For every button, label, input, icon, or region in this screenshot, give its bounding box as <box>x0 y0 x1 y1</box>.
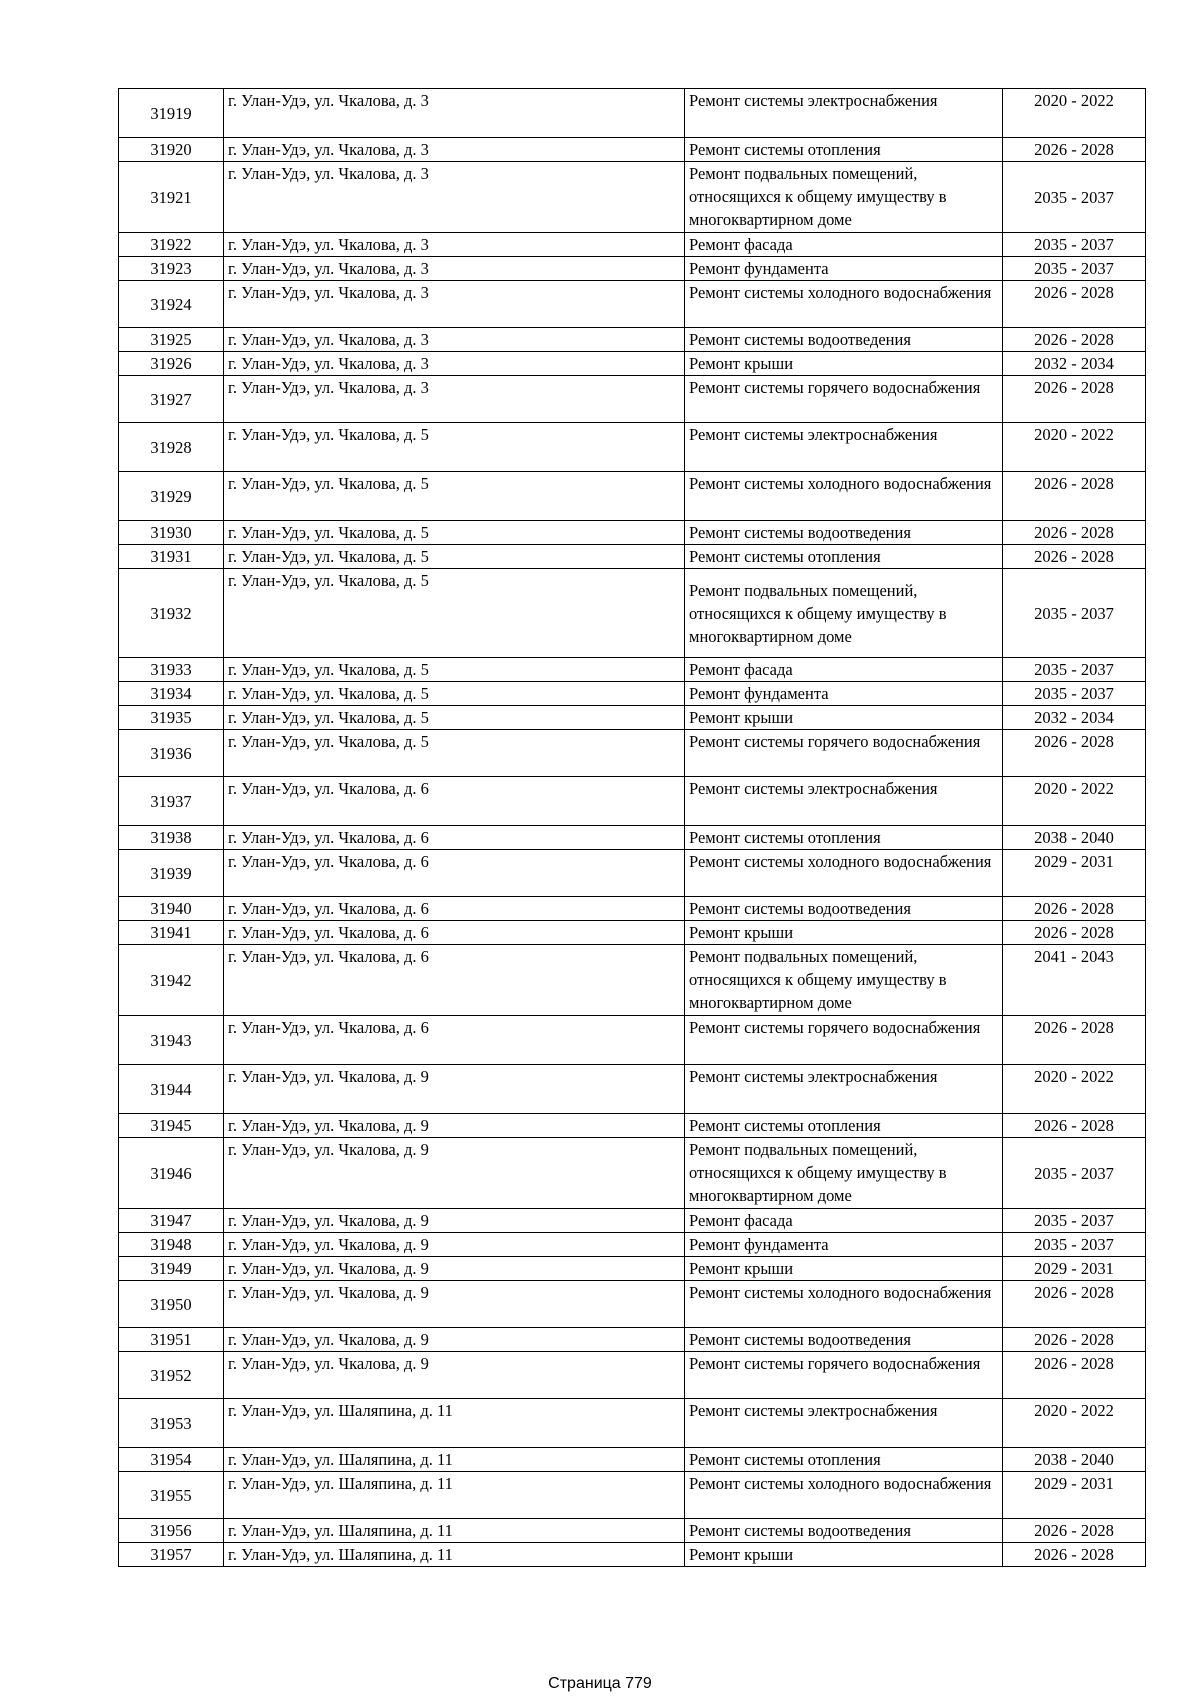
table-row <box>119 682 1146 706</box>
row-number-cell: 31930 <box>119 521 224 545</box>
row-number-cell: 31922 <box>119 233 224 257</box>
work-type-cell: Ремонт подвальных помещений, относящихся к общему имуществу в многоквартирном доме <box>685 1138 1003 1209</box>
address-cell: г. Улан-Удэ, ул. Шаляпина, д. 11 <box>224 1519 685 1543</box>
row-number-cell: 31939 <box>119 850 224 897</box>
row-number-cell: 31933 <box>119 658 224 682</box>
row-number-cell: 31932 <box>119 569 224 658</box>
address-cell: г. Улан-Удэ, ул. Чкалова, д. 5 <box>224 569 685 658</box>
period-cell: 2035 - 2037 <box>1003 162 1146 233</box>
table-row <box>119 1114 1146 1138</box>
row-number-cell: 31919 <box>119 89 224 138</box>
period-cell: 2020 - 2022 <box>1003 1065 1146 1114</box>
period-cell: 2026 - 2028 <box>1003 376 1146 423</box>
period-cell: 2020 - 2022 <box>1003 89 1146 138</box>
address-cell: г. Улан-Удэ, ул. Чкалова, д. 9 <box>224 1209 685 1233</box>
table-row <box>119 545 1146 569</box>
table-row <box>119 921 1146 945</box>
address-cell: г. Улан-Удэ, ул. Чкалова, д. 5 <box>224 730 685 777</box>
table-row <box>119 706 1146 730</box>
period-cell: 2041 - 2043 <box>1003 945 1146 1016</box>
table-row <box>119 1399 1146 1448</box>
period-cell: 2026 - 2028 <box>1003 328 1146 352</box>
table-row <box>119 658 1146 682</box>
table-row <box>119 162 1146 233</box>
address-cell: г. Улан-Удэ, ул. Чкалова, д. 6 <box>224 826 685 850</box>
row-number-cell: 31941 <box>119 921 224 945</box>
address-cell: г. Улан-Удэ, ул. Чкалова, д. 5 <box>224 706 685 730</box>
table-row <box>119 352 1146 376</box>
work-type-cell: Ремонт системы горячего водоснабжения <box>685 376 1003 423</box>
row-number-cell: 31927 <box>119 376 224 423</box>
work-type-cell: Ремонт системы отопления <box>685 138 1003 162</box>
row-number-cell: 31925 <box>119 328 224 352</box>
work-type-cell: Ремонт системы горячего водоснабжения <box>685 1016 1003 1065</box>
period-cell: 2026 - 2028 <box>1003 1328 1146 1352</box>
period-cell: 2038 - 2040 <box>1003 826 1146 850</box>
table-row <box>119 1065 1146 1114</box>
table-row <box>119 328 1146 352</box>
address-cell: г. Улан-Удэ, ул. Чкалова, д. 5 <box>224 545 685 569</box>
period-cell: 2035 - 2037 <box>1003 1233 1146 1257</box>
work-type-cell: Ремонт системы водоотведения <box>685 521 1003 545</box>
row-number-cell: 31926 <box>119 352 224 376</box>
address-cell: г. Улан-Удэ, ул. Шаляпина, д. 11 <box>224 1543 685 1567</box>
table-row <box>119 850 1146 897</box>
row-number-cell: 31943 <box>119 1016 224 1065</box>
address-cell: г. Улан-Удэ, ул. Шаляпина, д. 11 <box>224 1472 685 1519</box>
period-cell: 2035 - 2037 <box>1003 1209 1146 1233</box>
row-number-cell: 31920 <box>119 138 224 162</box>
work-type-cell: Ремонт крыши <box>685 706 1003 730</box>
address-cell: г. Улан-Удэ, ул. Чкалова, д. 5 <box>224 423 685 472</box>
row-number-cell: 31949 <box>119 1257 224 1281</box>
period-cell: 2026 - 2028 <box>1003 1281 1146 1328</box>
table-row <box>119 138 1146 162</box>
row-number-cell: 31934 <box>119 682 224 706</box>
row-number-cell: 31947 <box>119 1209 224 1233</box>
work-type-cell: Ремонт фундамента <box>685 257 1003 281</box>
work-type-cell: Ремонт системы холодного водоснабжения <box>685 472 1003 521</box>
period-cell: 2035 - 2037 <box>1003 569 1146 658</box>
period-cell: 2029 - 2031 <box>1003 850 1146 897</box>
work-type-cell: Ремонт системы электроснабжения <box>685 1399 1003 1448</box>
work-type-cell: Ремонт крыши <box>685 1257 1003 1281</box>
work-type-cell: Ремонт системы отопления <box>685 1114 1003 1138</box>
address-cell: г. Улан-Удэ, ул. Чкалова, д. 9 <box>224 1065 685 1114</box>
work-type-cell: Ремонт крыши <box>685 921 1003 945</box>
work-type-cell: Ремонт системы отопления <box>685 1448 1003 1472</box>
table-row <box>119 1209 1146 1233</box>
row-number-cell: 31923 <box>119 257 224 281</box>
address-cell: г. Улан-Удэ, ул. Чкалова, д. 6 <box>224 777 685 826</box>
work-type-cell: Ремонт системы водоотведения <box>685 897 1003 921</box>
work-type-cell: Ремонт системы электроснабжения <box>685 423 1003 472</box>
address-cell: г. Улан-Удэ, ул. Чкалова, д. 3 <box>224 233 685 257</box>
row-number-cell: 31944 <box>119 1065 224 1114</box>
table-row <box>119 826 1146 850</box>
table-body <box>119 89 1146 1567</box>
address-cell: г. Улан-Удэ, ул. Чкалова, д. 9 <box>224 1233 685 1257</box>
address-cell: г. Улан-Удэ, ул. Чкалова, д. 5 <box>224 658 685 682</box>
table-row <box>119 1519 1146 1543</box>
row-number-cell: 31950 <box>119 1281 224 1328</box>
period-cell: 2035 - 2037 <box>1003 257 1146 281</box>
address-cell: г. Улан-Удэ, ул. Чкалова, д. 5 <box>224 521 685 545</box>
table-row <box>119 569 1146 658</box>
row-number-cell: 31929 <box>119 472 224 521</box>
work-type-cell: Ремонт фасада <box>685 233 1003 257</box>
row-number-cell: 31940 <box>119 897 224 921</box>
work-type-cell: Ремонт подвальных помещений, относящихся к общему имуществу в многоквартирном доме <box>685 162 1003 233</box>
work-type-cell: Ремонт системы отопления <box>685 826 1003 850</box>
period-cell: 2020 - 2022 <box>1003 423 1146 472</box>
address-cell: г. Улан-Удэ, ул. Чкалова, д. 9 <box>224 1328 685 1352</box>
row-number-cell: 31954 <box>119 1448 224 1472</box>
work-type-cell: Ремонт системы горячего водоснабжения <box>685 1352 1003 1399</box>
row-number-cell: 31956 <box>119 1519 224 1543</box>
period-cell: 2026 - 2028 <box>1003 921 1146 945</box>
period-cell: 2035 - 2037 <box>1003 1138 1146 1209</box>
work-type-cell: Ремонт фасада <box>685 1209 1003 1233</box>
period-cell: 2038 - 2040 <box>1003 1448 1146 1472</box>
row-number-cell: 31921 <box>119 162 224 233</box>
table-row <box>119 472 1146 521</box>
row-number-cell: 31936 <box>119 730 224 777</box>
work-type-cell: Ремонт крыши <box>685 352 1003 376</box>
period-cell: 2035 - 2037 <box>1003 682 1146 706</box>
table-row <box>119 897 1146 921</box>
address-cell: г. Улан-Удэ, ул. Чкалова, д. 6 <box>224 921 685 945</box>
work-type-cell: Ремонт системы горячего водоснабжения <box>685 730 1003 777</box>
table-row <box>119 89 1146 138</box>
row-number-cell: 31946 <box>119 1138 224 1209</box>
work-type-cell: Ремонт системы холодного водоснабжения <box>685 281 1003 328</box>
period-cell: 2026 - 2028 <box>1003 897 1146 921</box>
table-row <box>119 281 1146 328</box>
row-number-cell: 31942 <box>119 945 224 1016</box>
table-row <box>119 423 1146 472</box>
table-row <box>119 1543 1146 1567</box>
address-cell: г. Улан-Удэ, ул. Чкалова, д. 3 <box>224 89 685 138</box>
work-type-cell: Ремонт системы электроснабжения <box>685 1065 1003 1114</box>
period-cell: 2026 - 2028 <box>1003 545 1146 569</box>
period-cell: 2026 - 2028 <box>1003 281 1146 328</box>
period-cell: 2026 - 2028 <box>1003 1352 1146 1399</box>
period-cell: 2020 - 2022 <box>1003 777 1146 826</box>
period-cell: 2029 - 2031 <box>1003 1257 1146 1281</box>
address-cell: г. Улан-Удэ, ул. Чкалова, д. 3 <box>224 281 685 328</box>
row-number-cell: 31955 <box>119 1472 224 1519</box>
work-type-cell: Ремонт системы холодного водоснабжения <box>685 850 1003 897</box>
work-type-cell: Ремонт крыши <box>685 1543 1003 1567</box>
table-row <box>119 233 1146 257</box>
table-row <box>119 1281 1146 1328</box>
row-number-cell: 31935 <box>119 706 224 730</box>
period-cell: 2035 - 2037 <box>1003 658 1146 682</box>
table-row <box>119 1233 1146 1257</box>
address-cell: г. Улан-Удэ, ул. Чкалова, д. 3 <box>224 162 685 233</box>
address-cell: г. Улан-Удэ, ул. Чкалова, д. 9 <box>224 1257 685 1281</box>
address-cell: г. Улан-Удэ, ул. Чкалова, д. 3 <box>224 352 685 376</box>
row-number-cell: 31951 <box>119 1328 224 1352</box>
table-row <box>119 945 1146 1016</box>
table-row <box>119 376 1146 423</box>
address-cell: г. Улан-Удэ, ул. Чкалова, д. 3 <box>224 257 685 281</box>
address-cell: г. Улан-Удэ, ул. Чкалова, д. 5 <box>224 682 685 706</box>
table-row <box>119 1472 1146 1519</box>
work-type-cell: Ремонт системы электроснабжения <box>685 89 1003 138</box>
address-cell: г. Улан-Удэ, ул. Чкалова, д. 3 <box>224 328 685 352</box>
row-number-cell: 31953 <box>119 1399 224 1448</box>
address-cell: г. Улан-Удэ, ул. Шаляпина, д. 11 <box>224 1448 685 1472</box>
address-cell: г. Улан-Удэ, ул. Чкалова, д. 6 <box>224 945 685 1016</box>
address-cell: г. Улан-Удэ, ул. Чкалова, д. 6 <box>224 850 685 897</box>
period-cell: 2026 - 2028 <box>1003 1519 1146 1543</box>
row-number-cell: 31928 <box>119 423 224 472</box>
work-type-cell: Ремонт системы водоотведения <box>685 328 1003 352</box>
work-type-cell: Ремонт фасада <box>685 658 1003 682</box>
row-number-cell: 31952 <box>119 1352 224 1399</box>
period-cell: 2026 - 2028 <box>1003 521 1146 545</box>
row-number-cell: 31938 <box>119 826 224 850</box>
table-row <box>119 1138 1146 1209</box>
work-type-cell: Ремонт фундамента <box>685 682 1003 706</box>
period-cell: 2026 - 2028 <box>1003 138 1146 162</box>
period-cell: 2026 - 2028 <box>1003 1543 1146 1567</box>
address-cell: г. Улан-Удэ, ул. Чкалова, д. 9 <box>224 1352 685 1399</box>
table-row <box>119 1352 1146 1399</box>
period-cell: 2026 - 2028 <box>1003 730 1146 777</box>
period-cell: 2026 - 2028 <box>1003 472 1146 521</box>
work-type-cell: Ремонт системы водоотведения <box>685 1519 1003 1543</box>
address-cell: г. Улан-Удэ, ул. Чкалова, д. 3 <box>224 376 685 423</box>
row-number-cell: 31948 <box>119 1233 224 1257</box>
work-type-cell: Ремонт системы холодного водоснабжения <box>685 1472 1003 1519</box>
work-type-cell: Ремонт фундамента <box>685 1233 1003 1257</box>
address-cell: г. Улан-Удэ, ул. Чкалова, д. 9 <box>224 1138 685 1209</box>
table-row <box>119 730 1146 777</box>
work-type-cell: Ремонт системы водоотведения <box>685 1328 1003 1352</box>
page-number: Страница 779 <box>548 1675 652 1692</box>
table-row <box>119 1016 1146 1065</box>
address-cell: г. Улан-Удэ, ул. Чкалова, д. 6 <box>224 897 685 921</box>
table-row <box>119 777 1146 826</box>
work-type-cell: Ремонт системы отопления <box>685 545 1003 569</box>
table-row <box>119 521 1146 545</box>
row-number-cell: 31957 <box>119 1543 224 1567</box>
table-row <box>119 257 1146 281</box>
work-type-cell: Ремонт подвальных помещений, относящихся к общему имуществу в многоквартирном доме <box>685 569 1003 658</box>
address-cell: г. Улан-Удэ, ул. Чкалова, д. 9 <box>224 1114 685 1138</box>
row-number-cell: 31931 <box>119 545 224 569</box>
period-cell: 2026 - 2028 <box>1003 1114 1146 1138</box>
repair-schedule-table <box>118 88 1146 1567</box>
period-cell: 2029 - 2031 <box>1003 1472 1146 1519</box>
work-type-cell: Ремонт подвальных помещений, относящихся к общему имуществу в многоквартирном доме <box>685 945 1003 1016</box>
period-cell: 2026 - 2028 <box>1003 1016 1146 1065</box>
table-row <box>119 1257 1146 1281</box>
address-cell: г. Улан-Удэ, ул. Чкалова, д. 3 <box>224 138 685 162</box>
work-type-cell: Ремонт системы холодного водоснабжения <box>685 1281 1003 1328</box>
address-cell: г. Улан-Удэ, ул. Чкалова, д. 6 <box>224 1016 685 1065</box>
table-row <box>119 1328 1146 1352</box>
work-type-cell: Ремонт системы электроснабжения <box>685 777 1003 826</box>
period-cell: 2035 - 2037 <box>1003 233 1146 257</box>
row-number-cell: 31945 <box>119 1114 224 1138</box>
row-number-cell: 31924 <box>119 281 224 328</box>
period-cell: 2020 - 2022 <box>1003 1399 1146 1448</box>
address-cell: г. Улан-Удэ, ул. Шаляпина, д. 11 <box>224 1399 685 1448</box>
address-cell: г. Улан-Удэ, ул. Чкалова, д. 5 <box>224 472 685 521</box>
period-cell: 2032 - 2034 <box>1003 352 1146 376</box>
address-cell: г. Улан-Удэ, ул. Чкалова, д. 9 <box>224 1281 685 1328</box>
row-number-cell: 31937 <box>119 777 224 826</box>
table-row <box>119 1448 1146 1472</box>
period-cell: 2032 - 2034 <box>1003 706 1146 730</box>
